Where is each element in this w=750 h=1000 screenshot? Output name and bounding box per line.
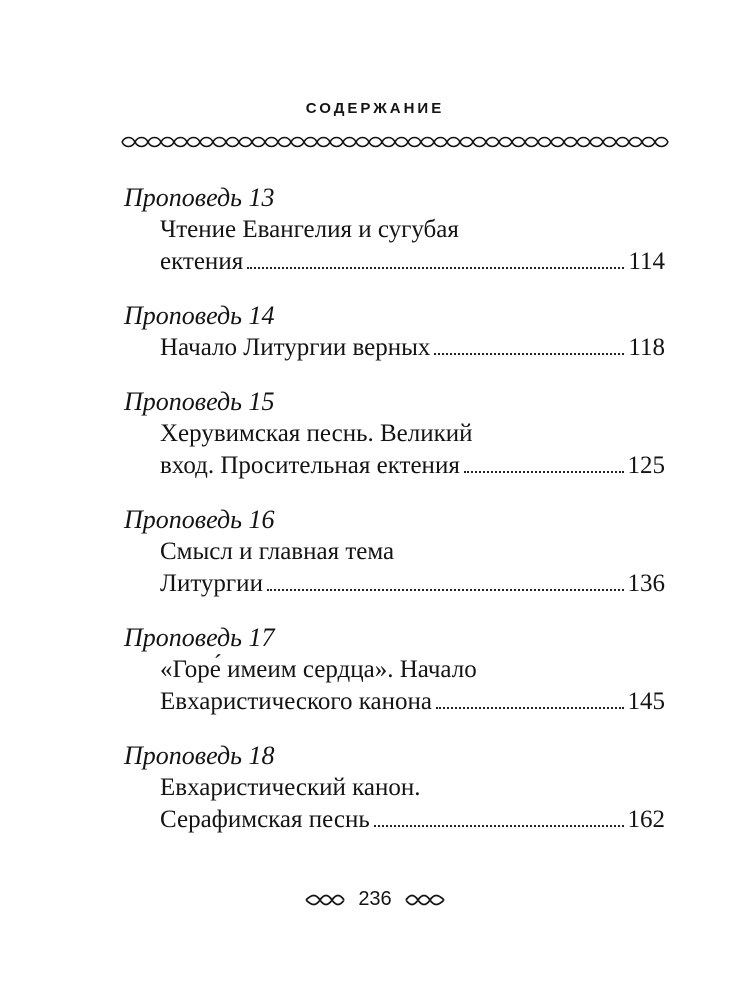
dot-leader bbox=[374, 825, 624, 827]
toc-entry bbox=[124, 386, 665, 482]
entry-last-line bbox=[160, 450, 665, 482]
entry-title-line: Евхаристический канон. bbox=[160, 774, 421, 801]
page-number: 145 bbox=[627, 688, 665, 715]
entry-last-line bbox=[160, 804, 665, 836]
table-of-contents bbox=[124, 182, 665, 858]
page-number: 162 bbox=[627, 806, 665, 833]
sermon-title: Проповедь 17 bbox=[124, 623, 275, 652]
entry-title-end: Литургии bbox=[160, 570, 263, 597]
sermon-title: Проповедь 16 bbox=[124, 505, 275, 534]
entry-title-end: Евхаристического канона bbox=[160, 688, 432, 715]
entry-last-line bbox=[160, 568, 665, 600]
dot-leader bbox=[464, 471, 624, 473]
rule-braid bbox=[122, 142, 668, 147]
toc-entry bbox=[124, 300, 665, 364]
entry-last-line bbox=[160, 686, 665, 718]
toc-entry bbox=[124, 740, 665, 836]
dot-leader bbox=[434, 353, 624, 355]
page-number: 136 bbox=[627, 570, 665, 597]
sermon-title: Проповедь 18 bbox=[124, 741, 275, 770]
entry-title-line: Херувимская песнь. Великий bbox=[160, 420, 473, 447]
toc-entry bbox=[124, 504, 665, 600]
page-number: 118 bbox=[628, 334, 665, 361]
dot-leader bbox=[247, 267, 624, 269]
right-ornament-icon bbox=[402, 893, 446, 907]
entry-title-line: Смысл и главная тема bbox=[160, 538, 395, 565]
sermon-title: Проповедь 14 bbox=[124, 301, 275, 330]
page-number-footer: 236 bbox=[358, 888, 392, 910]
entry-last-line bbox=[160, 246, 665, 278]
entry-title-end: Начало Литургии верных bbox=[160, 334, 431, 361]
ornamental-rule bbox=[120, 134, 670, 150]
entry-title-line: Чтение Евангелия и сугубая bbox=[160, 216, 459, 243]
page-header: СОДЕРЖАНИЕ bbox=[305, 100, 445, 117]
page-number: 114 bbox=[628, 248, 665, 275]
page-number: 125 bbox=[627, 452, 665, 479]
entry-title-line: «Горе́ имеим сердца». Начало bbox=[160, 656, 477, 683]
sermon-title: Проповедь 13 bbox=[124, 183, 275, 212]
entry-title-end: вход. Просительная ектения bbox=[160, 452, 460, 479]
dot-leader bbox=[436, 707, 624, 709]
page-footer bbox=[0, 888, 750, 911]
entry-last-line bbox=[160, 332, 665, 364]
dot-leader bbox=[267, 589, 624, 591]
sermon-title: Проповедь 15 bbox=[124, 387, 275, 416]
left-ornament-icon bbox=[304, 893, 348, 907]
entry-title-end: ектения bbox=[160, 248, 244, 275]
toc-entry bbox=[124, 182, 665, 278]
toc-entry bbox=[124, 622, 665, 718]
entry-title-end: Серафимская песнь bbox=[160, 806, 370, 833]
